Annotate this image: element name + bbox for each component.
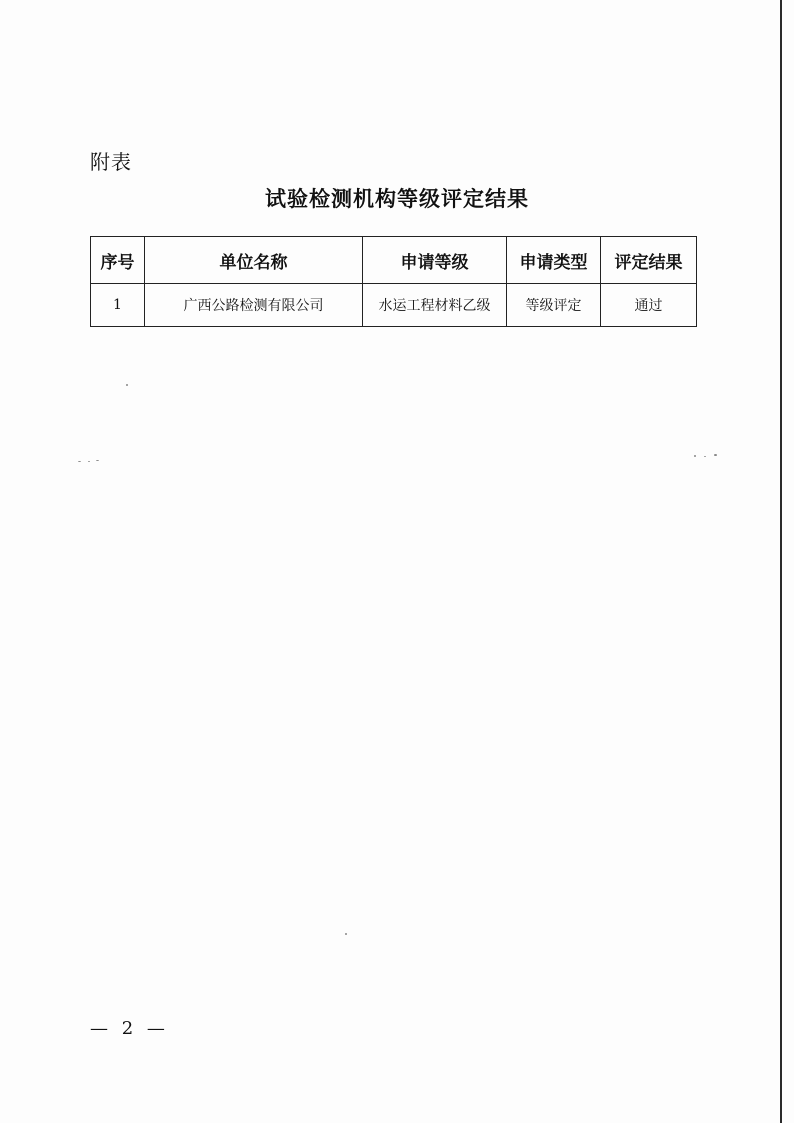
header-unit-name: 单位名称 — [145, 237, 363, 284]
table-header-row — [91, 237, 697, 284]
scan-speck — [714, 454, 717, 456]
page-number: — 2 — — [90, 1018, 169, 1039]
table-row — [91, 284, 697, 327]
cell-applied-type: 等级评定 — [507, 284, 601, 327]
cell-applied-level: 水运工程材料乙级 — [363, 284, 507, 327]
scan-speck — [704, 456, 706, 457]
scan-speck — [88, 461, 90, 462]
attachment-label: 附表 — [90, 150, 132, 174]
evaluation-result-table — [90, 236, 697, 327]
scan-edge-line — [780, 0, 782, 1123]
scan-speck — [96, 460, 99, 461]
scan-speck — [345, 933, 347, 935]
header-applied-type: 申请类型 — [507, 237, 601, 284]
scan-speck — [126, 384, 128, 386]
cell-seq: 1 — [91, 284, 145, 327]
cell-unit-name: 广西公路检测有限公司 — [145, 284, 363, 327]
cell-result: 通过 — [601, 284, 697, 327]
header-seq: 序号 — [91, 237, 145, 284]
scan-speck — [78, 461, 81, 462]
document-title: 试验检测机构等级评定结果 — [265, 187, 529, 211]
scan-speck — [694, 455, 696, 457]
header-result: 评定结果 — [601, 237, 697, 284]
header-applied-level: 申请等级 — [363, 237, 507, 284]
